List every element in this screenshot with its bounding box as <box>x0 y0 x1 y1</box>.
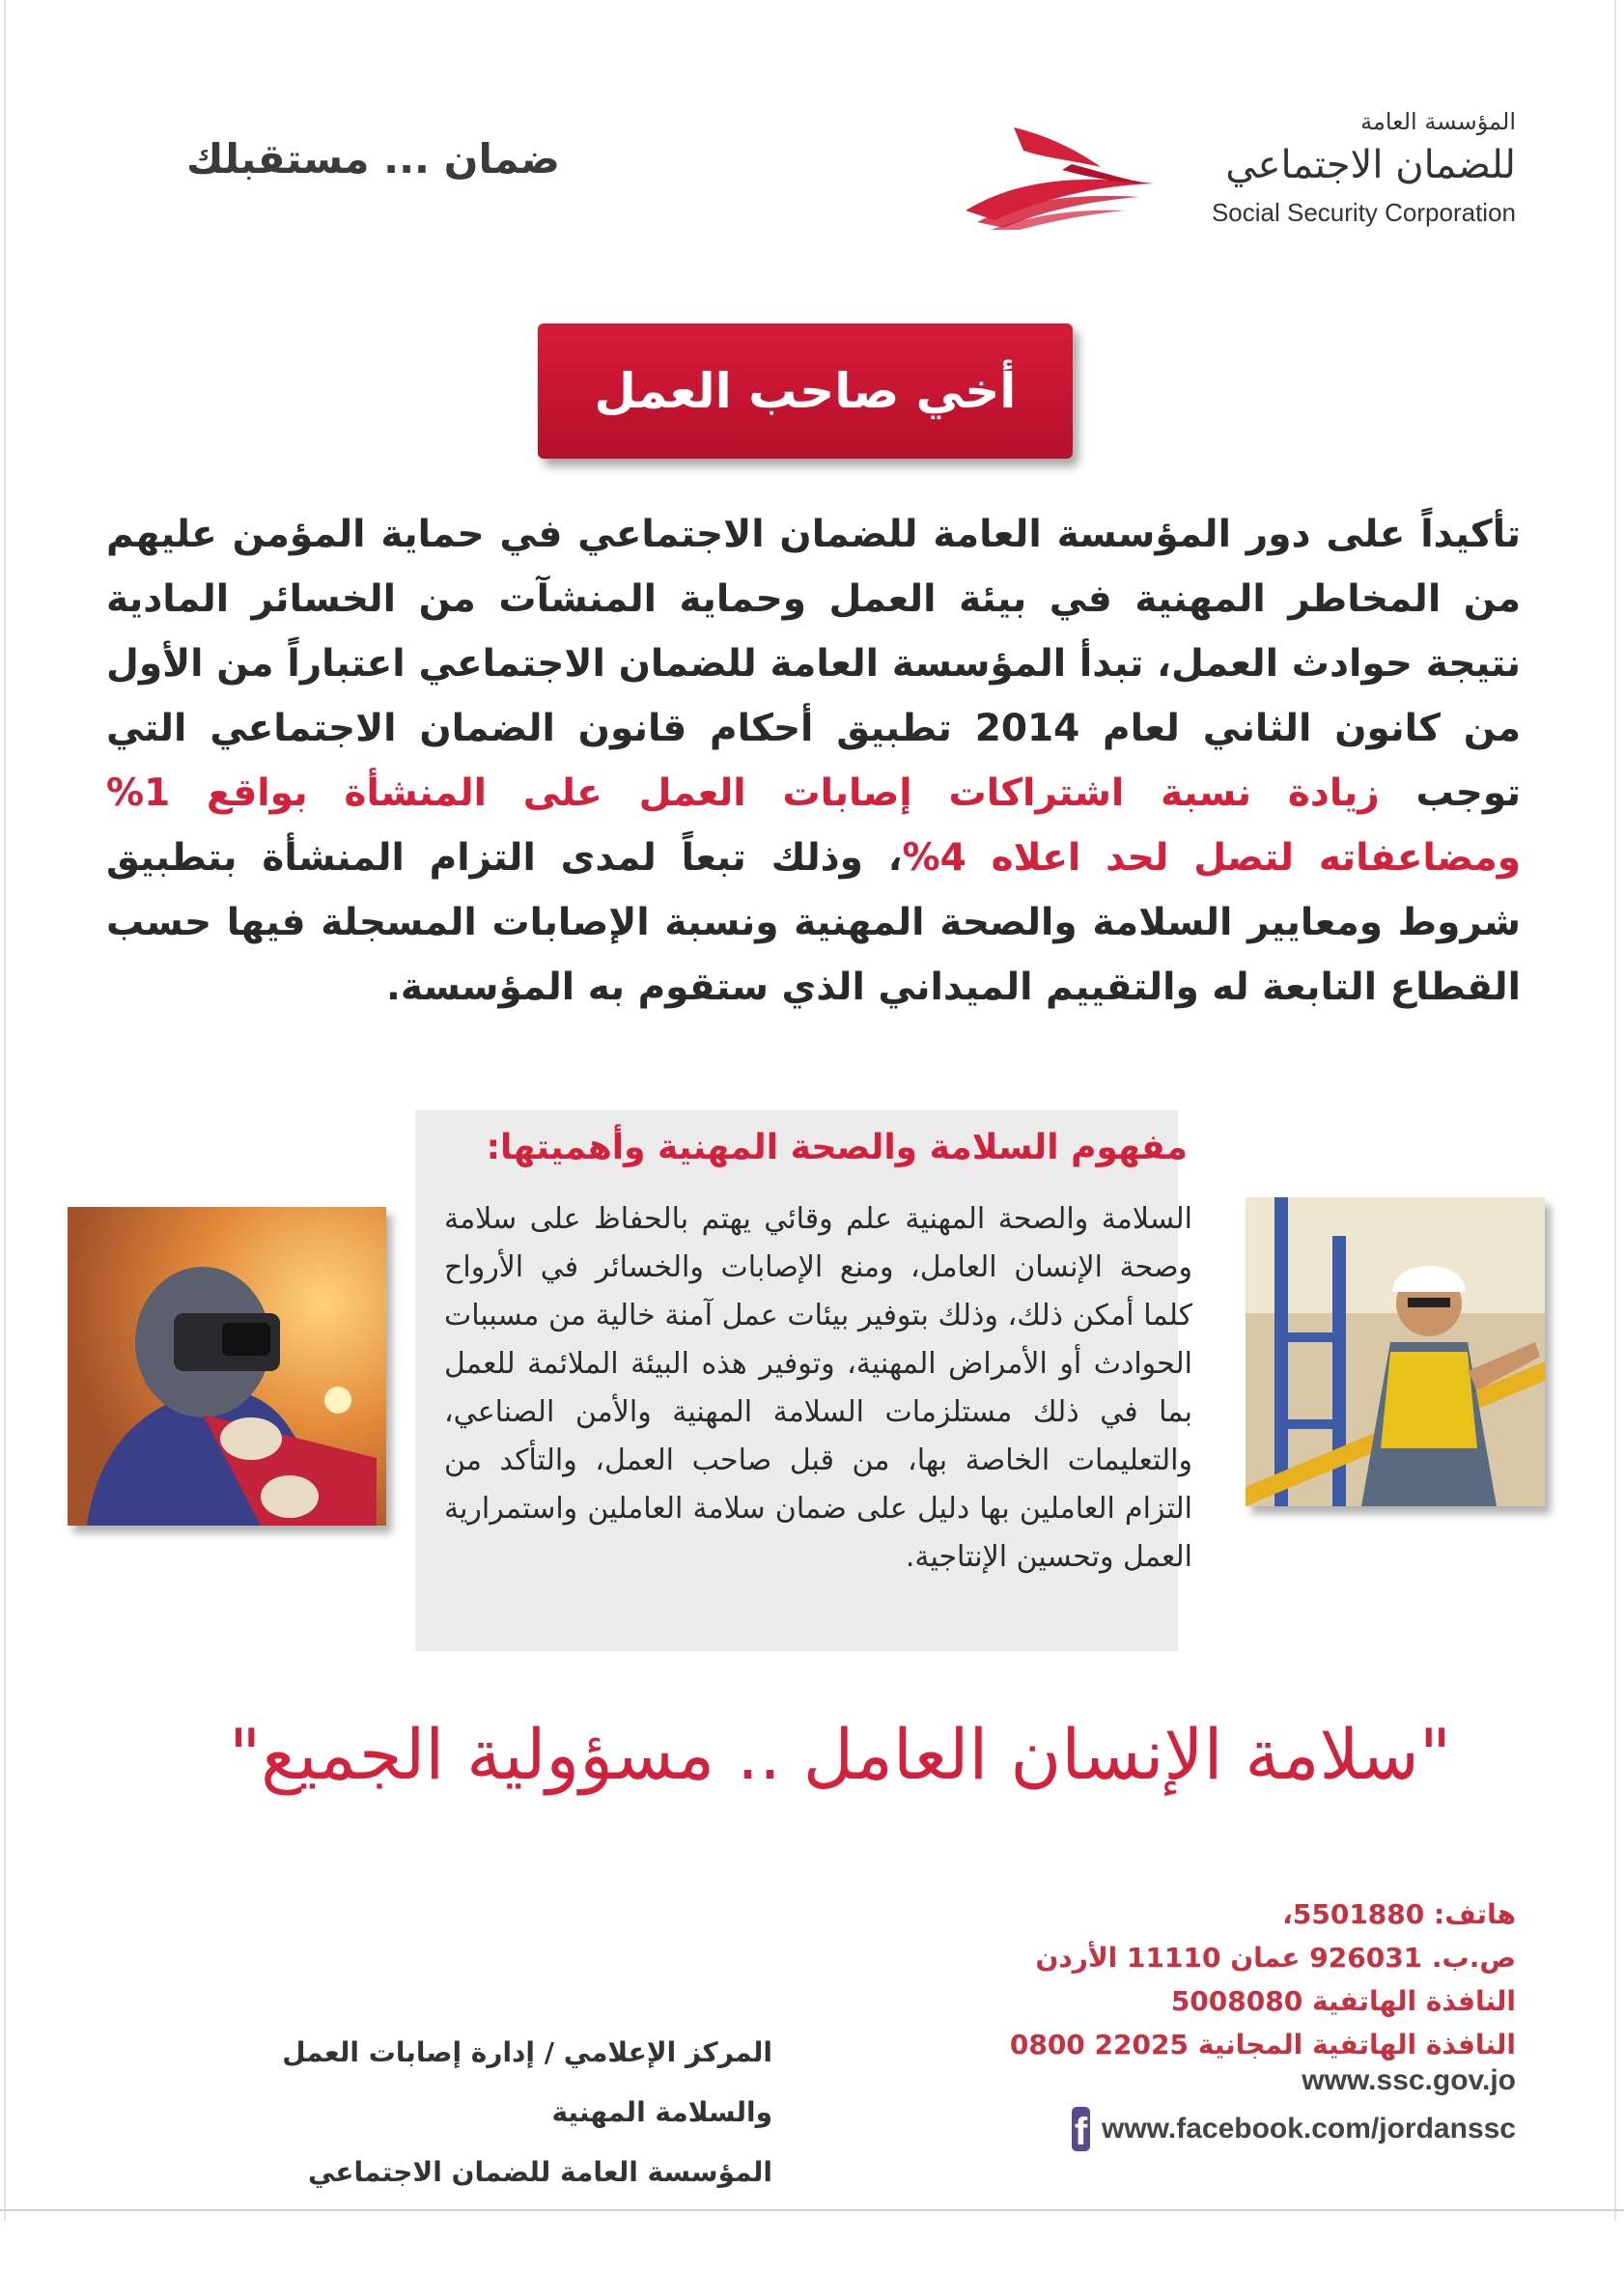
motto: "سلامة الإنسان العامل .. مسؤولية الجميع" <box>229 1714 1451 1795</box>
bottom-divider <box>0 2209 1624 2211</box>
page-edge-left <box>4 0 6 2221</box>
facebook-icon[interactable]: f <box>1072 2107 1090 2151</box>
page-title: أخي صاحب العمل <box>594 363 1017 419</box>
safety-heading: مفهوم السلامة والصحة المهنية وأهميتها: <box>486 1128 1188 1167</box>
safety-body: السلامة والصحة المهنية علم وقائي يهتم بالحفاظ على سلامة وصحة الإنسان العامل، ومنع الإصابات والخسائر في الأرواح كلما أمكن ذلك، وذلك بتوفير بيئات عمل آمنة خالية من مسببات الحوادث أو الأمراض المهنية، وتوفير هذه البيئة الملائمة للعمل بما في ذلك مستلزمات السلامة المهنية والأمن الصناعي، والتعليمات الخاصة بها، من قبل صاحب العمل، والتأكد من التزام العاملين بها دليل على ضمان سلامة العاملين واستمرارية العمل وتحسين الإنتاجية. <box>444 1202 1192 1574</box>
org-name-english: Social Security Corporation <box>1211 198 1516 227</box>
welder-photo <box>68 1207 386 1526</box>
contact-hotline: النافذة الهاتفية 5008080 <box>1170 1985 1516 2017</box>
intro-text-part2: ، وذلك تبعاً لمدى التزام المنشأة بتطبيق شروط ومعايير السلامة والصحة المهنية ونسبة الإصابات المسجلة فيها حسب القطاع التابعة له والتقييم الميداني الذي ستقوم به المؤسسة. <box>106 836 1521 1009</box>
intro-highlight: زيادة نسبة اشتراكات إصابات العمل على المنشأة بواقع 1% ومضاعفاته لتصل لحد اعلاه 4% <box>106 771 1522 880</box>
footer-department <box>174 2023 772 2202</box>
department-name: المركز الإعلامي / إدارة إصابات العمل والسلامة المهنية <box>282 2036 772 2128</box>
facebook-row[interactable] <box>1072 2105 1516 2153</box>
contact-phone: هاتف: 5501880، <box>1282 1898 1516 1930</box>
worker-photo <box>1246 1197 1545 1506</box>
intro-paragraph <box>106 502 1521 1020</box>
website-link[interactable]: www.ssc.gov.jo <box>1302 2064 1516 2096</box>
page-edge-right <box>1614 0 1616 2221</box>
org-name-arabic: للضمان الاجتماعي <box>1225 143 1516 187</box>
facebook-link[interactable]: www.facebook.com/jordanssc <box>1101 2113 1516 2145</box>
org-name-small: المؤسسة العامة <box>1360 108 1516 135</box>
intro-text-part1: تأكيداً على دور المؤسسة العامة للضمان الاجتماعي في حماية المؤمن عليهم من المخاطر المهنية في بيئة العمل وحماية المنشآت من الخسائر المادية نتيجة حوادث العمل، تبدأ المؤسسة العامة للضمان الاجتماعي اعتباراً من الأول من كانون الثاني لعام 2014 تطبيق أحكام قانون الضمان الاجتماعي التي توجب <box>106 513 1521 815</box>
organization-name: المؤسسة العامة للضمان الاجتماعي <box>308 2156 772 2188</box>
contact-pobox: ص.ب. 926031 عمان 11110 الأردن <box>1035 1942 1516 1974</box>
title-banner <box>538 323 1073 459</box>
slogan: ضمان ... مستقبلك <box>186 135 560 182</box>
bird-wings-logo-icon <box>956 114 1159 230</box>
contact-free-hotline: النافذة الهاتفية المجانية 22025 0800 <box>1009 2029 1516 2061</box>
contact-info <box>994 1892 1516 2066</box>
